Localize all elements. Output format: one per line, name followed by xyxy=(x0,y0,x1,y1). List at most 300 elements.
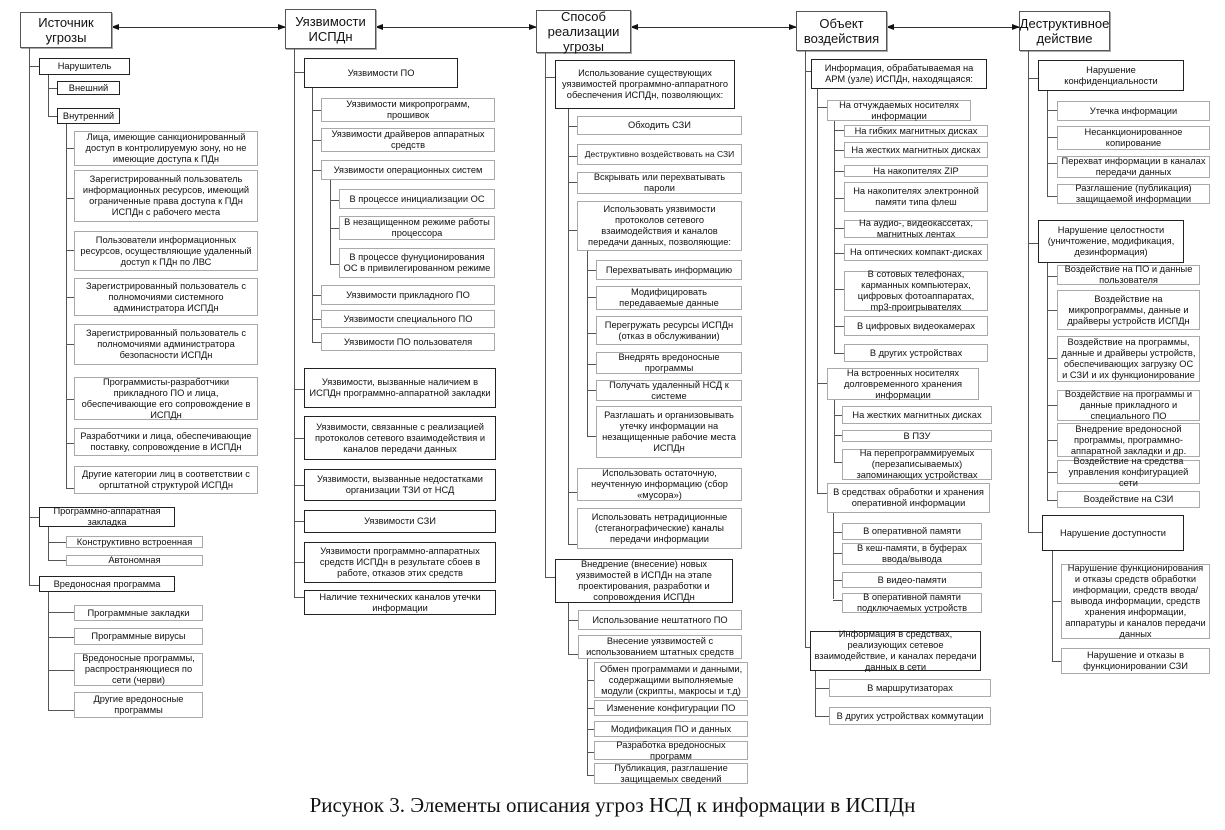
connector xyxy=(545,577,555,578)
connector xyxy=(834,121,835,353)
item-label: Воздействие на микропрограммы, данные и драйверы устройств ИСПДн xyxy=(1067,293,1190,326)
header-label: Способ реализации угрозы xyxy=(547,9,620,54)
connector xyxy=(587,251,588,437)
connector xyxy=(833,600,842,601)
item-label: Воздействие на СЗИ xyxy=(1083,494,1174,504)
item-label: В маршрутизаторах xyxy=(867,682,953,693)
connector xyxy=(587,752,594,753)
item-label: Перехватывать информацию xyxy=(605,264,733,275)
item-label: Пользователи информационных ресурсов, осуществляющие удаленный доступ к ПДн по ЛВС xyxy=(80,234,252,267)
connector xyxy=(1028,532,1042,533)
node-malware xyxy=(39,576,175,592)
item-label: Уязвимости специального ПО xyxy=(343,313,473,324)
node-integrity xyxy=(1038,220,1184,263)
item-label: На накопителях ZIP xyxy=(873,165,959,176)
internal-item xyxy=(74,466,258,494)
vuln-other xyxy=(304,542,496,583)
item-label: Модифицировать передаваемые данные xyxy=(619,287,719,308)
connector xyxy=(568,230,577,231)
connector xyxy=(1052,551,1053,661)
software-vuln-item xyxy=(321,160,495,180)
software-vuln-item xyxy=(321,285,495,305)
item-label: На жестких магнитных дисках xyxy=(851,144,981,155)
connector xyxy=(294,521,304,522)
connector xyxy=(66,124,67,489)
malware-item xyxy=(74,605,203,621)
connector xyxy=(817,493,827,494)
vuln-other xyxy=(304,510,496,533)
availability-item xyxy=(1061,564,1210,639)
removable-item xyxy=(844,182,988,212)
connector xyxy=(1047,358,1057,359)
connector xyxy=(1052,661,1061,662)
connector xyxy=(66,488,74,489)
connector xyxy=(66,443,74,444)
connector xyxy=(312,88,313,342)
integrity-item xyxy=(1057,491,1200,508)
operative-item xyxy=(842,523,982,540)
node-external xyxy=(57,81,120,95)
connector xyxy=(834,400,835,463)
item-label: Обходить СЗИ xyxy=(628,120,691,130)
connector xyxy=(294,49,295,597)
node-label: Вредоносная программа xyxy=(53,578,161,589)
connector xyxy=(587,297,596,298)
connector xyxy=(834,198,844,199)
item-label: В оперативной памяти xyxy=(863,526,961,536)
figure-caption: Рисунок 3. Элементы описания угроз НСД к информации в ИСПДн xyxy=(309,793,916,817)
arrow-vuln-method xyxy=(376,27,536,28)
connector xyxy=(48,592,49,710)
node-label: Информация, обрабатываемая на АРМ (узле) ИСПДн, находящаяся: xyxy=(824,63,974,84)
item-label: В незащищенном режиме работы процессора xyxy=(344,217,490,238)
standard-means-item xyxy=(594,700,748,716)
connector xyxy=(66,297,74,298)
item-label: Использование нештатного ПО xyxy=(592,614,728,625)
node-software-vuln xyxy=(304,58,458,88)
confidentiality-item xyxy=(1057,184,1210,204)
protocol-item xyxy=(596,406,742,458)
connector xyxy=(568,544,577,545)
standard-means-item xyxy=(594,763,748,784)
node-label: Информация в средствах, реализующих сетевое взаимодействие, и каналах передачи данных в сети xyxy=(814,629,977,672)
existing-item xyxy=(577,144,742,165)
connector xyxy=(1047,500,1057,501)
header-method xyxy=(536,10,631,53)
connector xyxy=(568,620,578,621)
node-label: Нарушение доступности xyxy=(1059,527,1166,538)
protocol-item xyxy=(596,316,742,345)
item-label: Разработчики и лица, обеспечивающие поставку, сопровождение в ИСПДн xyxy=(80,431,252,452)
item-label: Модификация ПО и данных xyxy=(610,723,732,734)
item-label: Изменение конфигурации ПО xyxy=(606,702,736,713)
item-label: В процессе фунуционирования ОС в привилегированном режиме xyxy=(343,252,491,273)
os-vuln-item xyxy=(339,216,495,240)
connector xyxy=(48,560,66,561)
connector xyxy=(834,171,844,172)
connector xyxy=(29,66,39,67)
connector xyxy=(330,180,331,265)
header-threat-source xyxy=(20,12,112,48)
connector xyxy=(834,228,844,229)
connector xyxy=(545,77,555,78)
vuln-other xyxy=(304,416,496,460)
item-label: Зарегистрированный пользователь информационных ресурсов, имеющий ограниченные права доступа к ПДн ИСПДн с рабочего места xyxy=(82,174,250,217)
operative-item xyxy=(842,543,982,565)
connector xyxy=(48,670,74,671)
node-availability xyxy=(1042,515,1184,551)
connector xyxy=(312,295,321,296)
item-label: На жестких магнитных дисках xyxy=(852,409,982,420)
integrity-item xyxy=(1057,455,1200,488)
software-vuln-item xyxy=(321,333,495,351)
connector xyxy=(48,542,66,543)
protocol-item xyxy=(596,380,742,401)
internal-item xyxy=(74,324,258,365)
connector xyxy=(587,775,594,776)
connector xyxy=(587,333,596,334)
node-removable xyxy=(827,100,971,121)
connector xyxy=(312,110,321,111)
connector xyxy=(1047,440,1057,441)
builtin-item xyxy=(842,449,992,480)
item-label: Уязвимости прикладного ПО xyxy=(346,289,470,300)
item-label: В процессе инициализации ОС xyxy=(349,193,485,204)
item-label: Зарегистрированный пользователь с полномочиями системного администратора ИСПДн xyxy=(86,280,246,313)
connector xyxy=(834,130,844,131)
connector xyxy=(817,89,818,493)
header-label: Уязвимости ИСПДн xyxy=(295,14,366,44)
connector xyxy=(66,148,74,149)
header-destructive xyxy=(1019,11,1110,51)
connector xyxy=(294,562,304,563)
protocol-item xyxy=(596,286,742,310)
connector xyxy=(568,654,578,655)
item-label: В сотовых телефонах, карманных компьютерах, цифровых фотоаппаратах, mp3-проигрывателях xyxy=(857,269,975,312)
connector xyxy=(834,353,844,354)
integrity-item xyxy=(1057,290,1200,330)
connector xyxy=(568,156,577,157)
connector xyxy=(587,729,594,730)
removable-item xyxy=(844,220,988,238)
vuln-other xyxy=(304,368,496,408)
node-arm-info xyxy=(811,59,987,89)
vuln-other xyxy=(304,590,496,615)
introduction-item xyxy=(578,610,742,630)
hw-implant-item xyxy=(66,536,203,548)
item-label: Деструктивно воздействовать на СЗИ xyxy=(584,149,735,159)
item-label: Использовать остаточную, неучтенную информацию (сбор «мусора») xyxy=(591,468,728,500)
node-label: Программно-аппаратная закладка xyxy=(53,506,161,527)
connector xyxy=(29,48,30,586)
item-label: Зарегистрированный пользователь с полномочиями администратора безопасности ИСПДн xyxy=(86,328,246,360)
software-vuln-item xyxy=(321,310,495,328)
connector xyxy=(587,659,588,776)
item-label: Уязвимости СЗИ xyxy=(364,516,436,526)
node-confidentiality xyxy=(1038,60,1184,91)
connector xyxy=(66,250,74,251)
item-label: Вскрывать или перехватывать пароли xyxy=(593,172,726,193)
hw-implant-item xyxy=(66,555,203,566)
removable-item xyxy=(844,244,988,261)
item-label: В кеш-памяти, в буферах ввода/вывода xyxy=(857,543,967,564)
connector xyxy=(330,200,339,201)
removable-item xyxy=(844,316,988,336)
integrity-item xyxy=(1057,390,1200,421)
connector xyxy=(817,383,827,384)
node-internal xyxy=(57,108,120,124)
connector xyxy=(1047,196,1057,197)
item-label: Воздействие на программы, данные и драйверы устройств, обеспечивающих загрузку ОС и СЗИ и их функционирование xyxy=(1061,337,1196,380)
builtin-item xyxy=(842,430,992,442)
existing-item xyxy=(577,116,742,135)
item-label: В оперативной памяти подключаемых устройств xyxy=(856,592,968,613)
introduction-item xyxy=(578,635,742,659)
item-label: Перегружать ресурсы ИСПДн (отказ в обслуживании) xyxy=(604,319,734,341)
connector xyxy=(1028,78,1038,79)
item-label: Конструктивно встроенная xyxy=(76,536,193,547)
connector xyxy=(587,708,594,709)
connector xyxy=(568,109,569,545)
connector xyxy=(834,150,844,151)
connector xyxy=(294,72,304,73)
item-label: Разработка вредоносных программ xyxy=(616,739,726,761)
node-label: Нарушение конфиденциальности xyxy=(1064,64,1158,86)
removable-item xyxy=(844,142,988,158)
connector xyxy=(834,326,844,327)
operative-item xyxy=(842,572,982,588)
item-label: На оптических компакт-дисках xyxy=(849,247,983,257)
connector xyxy=(48,637,74,638)
item-label: Вредоносные программы, распространяющиеся по сети (черви) xyxy=(82,653,195,685)
arrow-target-destructive xyxy=(887,27,1019,28)
integrity-item xyxy=(1057,423,1200,457)
item-label: Программные закладки xyxy=(87,607,190,618)
node-builtin xyxy=(827,368,979,400)
os-vuln-item xyxy=(339,248,495,278)
item-label: Перехват информации в каналах передачи данных xyxy=(1061,156,1206,177)
connector xyxy=(833,553,842,554)
vuln-other xyxy=(304,469,496,501)
node-label: На отчуждаемых носителях информации xyxy=(839,99,959,121)
connector xyxy=(48,527,49,560)
connector xyxy=(1047,276,1057,277)
item-label: Уязвимости программно-аппаратных средств ИСПДн в результате сбоев в работе, отказов этих средств xyxy=(319,546,481,578)
item-label: Программные вирусы xyxy=(91,631,186,641)
connector xyxy=(66,344,74,345)
connector xyxy=(1047,163,1057,164)
item-label: Публикация, разглашение защищаемых сведений xyxy=(614,762,728,784)
confidentiality-item xyxy=(1057,156,1210,178)
confidentiality-item xyxy=(1057,126,1210,150)
item-label: Разглашение (публикация) защищаемой информации xyxy=(1075,183,1192,204)
internal-item xyxy=(74,231,258,271)
connector xyxy=(48,116,57,117)
connector xyxy=(833,532,842,533)
removable-item xyxy=(844,344,988,362)
item-label: Автономная xyxy=(108,555,161,565)
network-item xyxy=(829,679,991,697)
connector xyxy=(587,680,594,681)
connector xyxy=(833,580,842,581)
standard-means-item xyxy=(594,741,748,760)
connector xyxy=(1047,405,1057,406)
item-label: Уязвимости драйверов аппаратных средств xyxy=(331,129,485,150)
connector xyxy=(834,253,844,254)
connector xyxy=(330,264,339,265)
item-label: На аудио-, видеокассетах, магнитных лентах xyxy=(859,218,973,239)
removable-item xyxy=(844,271,988,311)
builtin-item xyxy=(842,406,992,424)
connector xyxy=(66,198,74,199)
node-intruder xyxy=(39,58,130,75)
existing-item xyxy=(577,468,742,501)
connector xyxy=(312,342,321,343)
connector xyxy=(330,228,339,229)
item-label: Использовать уязвимости протоколов сетевого взаимодействия и каналов передачи данных, позволяющие: xyxy=(588,204,731,247)
node-label: В средствах обработки и хранения оперативной информации xyxy=(833,487,984,508)
node-label: Использование существующих уязвимостей программно-аппаратного обеспечения ИСПДн, позволяющих: xyxy=(561,68,729,100)
connector xyxy=(568,492,577,493)
connector xyxy=(294,438,304,439)
protocol-item xyxy=(596,260,742,280)
software-vuln-item xyxy=(321,98,495,122)
connector xyxy=(294,389,304,390)
item-label: Уязвимости, вызванные наличием в ИСПДн программно-аппаратной закладки xyxy=(309,377,491,398)
connector xyxy=(1047,263,1048,500)
item-label: Воздействие на ПО и данные пользователя xyxy=(1064,264,1193,285)
item-label: Использовать нетрадиционные (стеганографические) каналы передачи информации xyxy=(591,512,728,544)
internal-item xyxy=(74,377,258,420)
connector xyxy=(312,319,321,320)
availability-item xyxy=(1061,648,1210,674)
item-label: В ПЗУ xyxy=(903,430,931,441)
header-vulnerabilities xyxy=(285,9,376,49)
item-label: Уязвимости операционных систем xyxy=(333,164,483,175)
internal-item xyxy=(74,131,258,166)
item-label: Другие вредоносные программы xyxy=(93,694,184,715)
removable-item xyxy=(844,125,988,137)
internal-item xyxy=(74,428,258,456)
item-label: Разглашать и организовывать утечку информации на незащищенные рабочие места ИСПДн xyxy=(602,410,736,453)
connector xyxy=(294,485,304,486)
item-label: Воздействие на программы и данные прикладного и специального ПО xyxy=(1064,389,1193,421)
item-label: Уязвимости, вызванные недостатками организации ТЗИ от НСД xyxy=(317,474,483,495)
item-label: В других устройствах коммутации xyxy=(836,710,984,721)
item-label: В видео-памяти xyxy=(877,574,947,585)
item-label: Уязвимости микропрограмм, прошивок xyxy=(346,99,470,120)
connector xyxy=(568,182,577,183)
standard-means-item xyxy=(594,721,748,737)
connector xyxy=(815,716,829,717)
connector xyxy=(48,88,57,89)
item-label: Наличие технических каналов утечки информации xyxy=(319,591,481,613)
node-label: Внедрение (внесение) новых уязвимостей в ИСПДн на этапе проектирования, разработки и сопровождения ИСПДн xyxy=(576,559,712,602)
connector xyxy=(48,75,49,117)
operative-item xyxy=(842,593,982,613)
node-label: На встроенных носителях долговременного хранения информации xyxy=(843,367,963,400)
connector xyxy=(312,170,321,171)
internal-item xyxy=(74,170,258,222)
connector xyxy=(48,710,74,711)
connector xyxy=(66,399,74,400)
item-label: В цифровых видеокамерах xyxy=(856,320,976,331)
existing-item xyxy=(577,201,742,251)
connector xyxy=(1028,51,1029,532)
connector xyxy=(294,597,304,598)
item-label: Внедрение вредоносной программы, программно-аппаратной закладки и др. xyxy=(1070,423,1187,456)
item-label: На гибких магнитных дисках xyxy=(854,125,978,136)
connector xyxy=(545,53,546,577)
connector xyxy=(815,671,816,716)
item-label: Утечка информации xyxy=(1089,105,1178,116)
connector xyxy=(29,517,39,518)
connector xyxy=(568,603,569,655)
os-vuln-item xyxy=(339,189,495,209)
item-label: На накопителях электронной памяти типа флеш xyxy=(853,186,979,207)
item-label: Обмен программами и данными, содержащими выполняемые модули (скрипты, макросы и т.д) xyxy=(599,663,743,696)
connector xyxy=(817,107,827,108)
connector xyxy=(1052,601,1061,602)
item-label: Внесение уязвимостей с использованием штатных средств xyxy=(586,636,734,657)
connector xyxy=(833,513,834,599)
connector xyxy=(1047,91,1048,196)
node-network-info xyxy=(810,631,981,671)
protocol-item xyxy=(596,352,742,374)
connector xyxy=(587,436,596,437)
header-target xyxy=(796,11,887,51)
node-label: Внутренний xyxy=(62,110,115,121)
malware-item xyxy=(74,653,203,686)
connector xyxy=(1047,137,1057,138)
existing-item xyxy=(577,508,742,549)
existing-item xyxy=(577,172,742,194)
connector xyxy=(1047,110,1057,111)
item-label: Получать удаленный НСД к системе xyxy=(609,379,729,401)
arrow-method-target xyxy=(631,27,796,28)
item-label: В других устройствах xyxy=(869,347,963,358)
connector xyxy=(587,364,596,365)
malware-item xyxy=(74,628,203,645)
item-label: Лица, имеющие санкционированный доступ в контролируемую зону, но не имеющие доступа к ПДн xyxy=(85,132,247,164)
node-label: Нарушитель xyxy=(57,61,112,71)
connector xyxy=(834,289,844,290)
connector xyxy=(312,140,321,141)
connector xyxy=(587,390,596,391)
item-label: На перепрограммируемых (перезаписываемых) запоминающих устройствах xyxy=(856,448,978,480)
network-item xyxy=(829,707,991,725)
malware-item xyxy=(74,692,203,718)
integrity-item xyxy=(1057,336,1200,382)
connector xyxy=(568,126,577,127)
item-label: Нарушение и отказы в функционировании СЗИ xyxy=(1083,650,1188,671)
integrity-item xyxy=(1057,265,1200,285)
arrow-source-vuln xyxy=(112,27,285,28)
item-label: Уязвимости, связанные с реализацией протоколов сетевого взаимодействия и каналов передачи данных xyxy=(314,421,486,454)
standard-means-item xyxy=(594,662,748,698)
item-label: Уязвимости ПО пользователя xyxy=(343,336,473,347)
node-hw-implant xyxy=(39,507,175,527)
node-introduction xyxy=(555,559,733,603)
item-label: Программисты-разработчики прикладного ПО и лица, обеспечивающие его сопровождение в ИСПДн xyxy=(81,376,251,420)
header-label: Объект воздействия xyxy=(803,16,880,46)
item-label: Несанкционированное копирование xyxy=(1084,127,1183,148)
connector xyxy=(805,51,806,647)
node-label: Уязвимости ПО xyxy=(347,67,415,78)
node-operative xyxy=(827,483,990,513)
connector xyxy=(1047,472,1057,473)
item-label: Внедрять вредоносные программы xyxy=(618,352,720,373)
